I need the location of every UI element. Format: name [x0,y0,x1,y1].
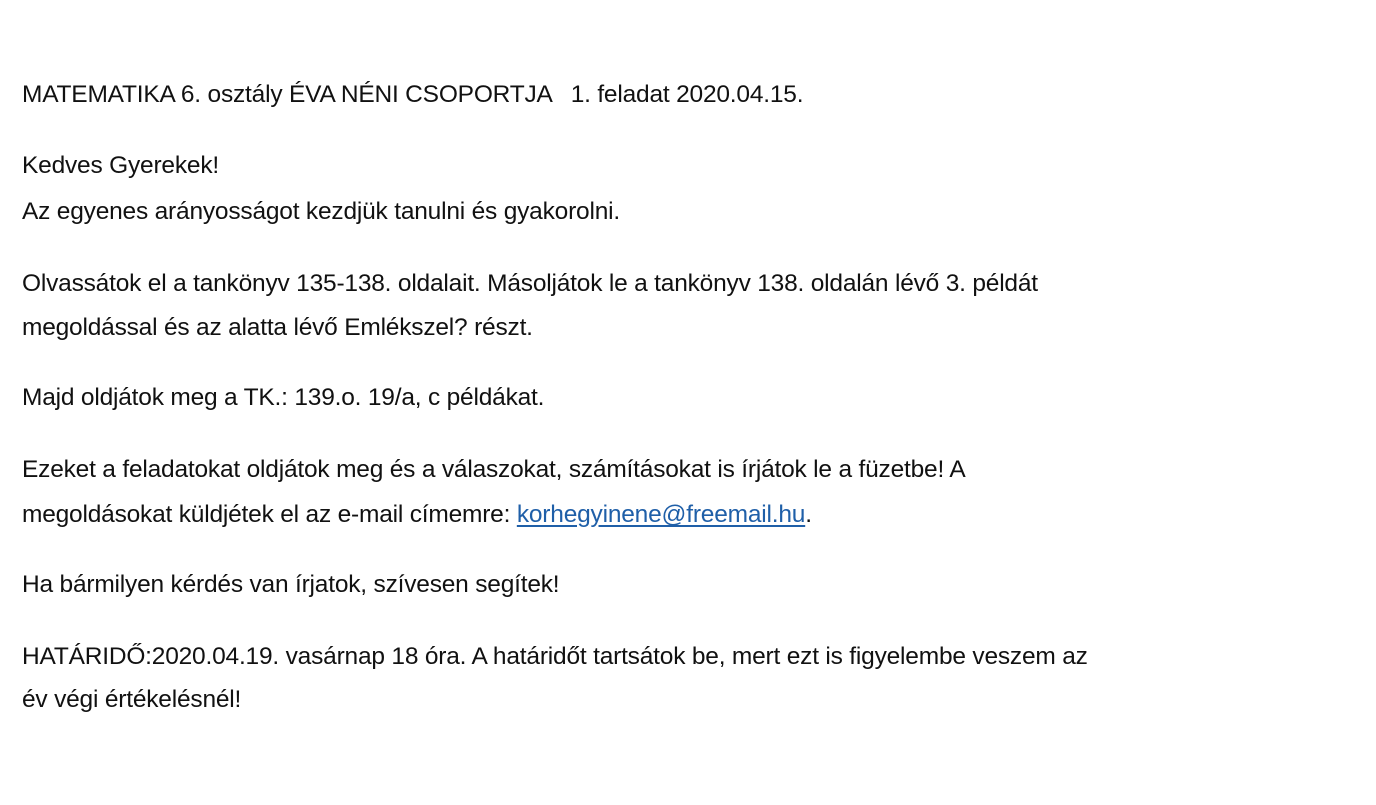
reading-instruction-line-2: megoldással és az alatta lévő Emlékszel? részt. [22,314,533,341]
submission-line-1: Ezeket a feladatokat oldjátok meg és a válaszokat, számításokat is írjátok le a füzetbe! A [22,456,966,483]
intro-text: Az egyenes arányosságot kezdjük tanulni és gyakorolni. [22,198,620,225]
email-link[interactable]: korhegyinene@freemail.hu [516,501,806,528]
submission-text: megoldásokat küldjétek el az e-mail címemre: [22,501,517,528]
deadline-line-2: év végi értékelésnél! [22,686,242,713]
exercise-instruction: Majd oldjátok meg a TK.: 139.o. 19/a, c példákat. [22,384,545,411]
submission-line-2 [22,496,812,533]
reading-instruction-line-1: Olvassátok el a tankönyv 135-138. oldalait. Másoljátok le a tankönyv 138. oldalán lévő 3. példát [22,270,1038,297]
header-task: 1. feladat 2020.04.15. [570,81,804,108]
greeting: Kedves Gyerekek! [22,152,219,179]
document-header [22,76,803,113]
header-title: MATEMATIKA 6. osztály ÉVA NÉNI CSOPORTJA [22,81,553,108]
submission-period: . [805,501,812,528]
deadline-line-1: HATÁRIDŐ:2020.04.19. vasárnap 18 óra. A határidőt tartsátok be, mert ezt is figyelembe veszem az [22,643,1088,670]
questions-text: Ha bármilyen kérdés van írjatok, szívesen segítek! [22,571,560,598]
